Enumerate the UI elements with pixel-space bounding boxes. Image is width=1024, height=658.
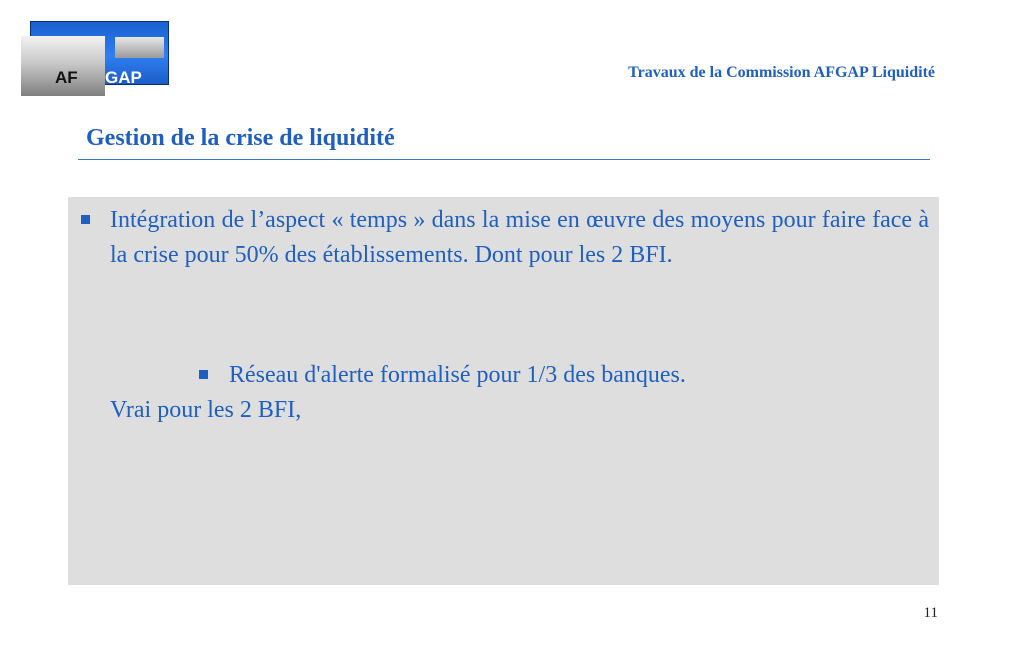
page-number: 11 (923, 605, 938, 621)
logo-gap-text: GAP (105, 68, 142, 87)
sub-bullet-text: Réseau d'alerte formalisé pour 1/3 des banques. (229, 362, 686, 388)
bullet-square-icon (81, 215, 90, 224)
logo-af-text: AF (55, 68, 78, 87)
note-text: Vrai pour les 2 BFI, (110, 397, 302, 423)
content-box (68, 197, 939, 585)
logo-gray-inset (115, 37, 164, 58)
section-title: Gestion de la crise de liquidité (86, 125, 395, 151)
bullet-text: Intégration de l’aspect « temps » dans la mise en œuvre des moyens pour faire face à la crise pour 50% des établissements. Dont pour les 2 BFI. (110, 207, 929, 268)
sub-bullet-square-icon (199, 370, 208, 379)
title-divider (78, 159, 930, 160)
header-title: Travaux de la Commission AFGAP Liquidité (628, 64, 935, 81)
afgap-logo (21, 21, 169, 97)
